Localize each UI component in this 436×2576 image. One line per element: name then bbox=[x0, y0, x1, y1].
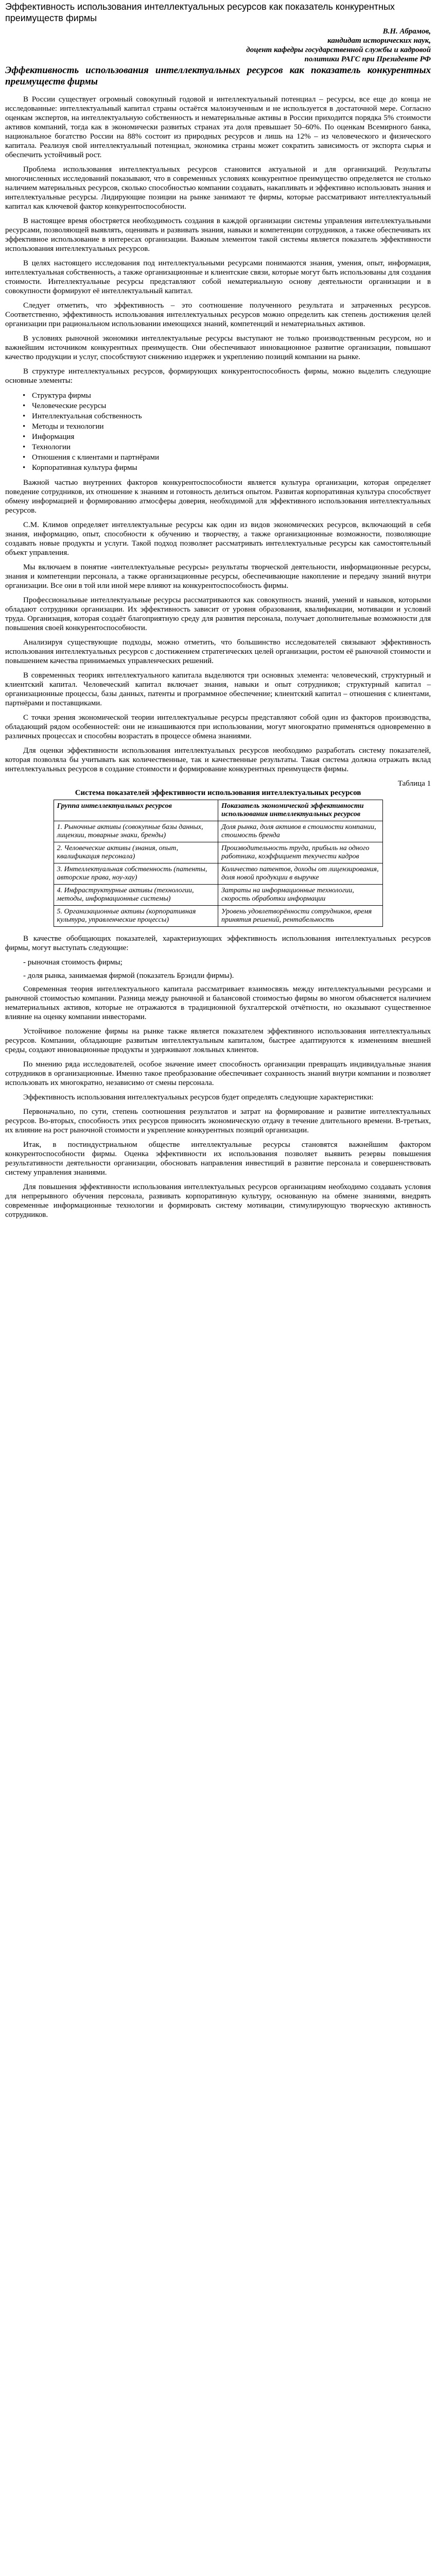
paragraph: Важной частью внутренних факторов конкурентоспособности является культура организации, которая определяет поведение сотрудников, их отношение к знаниям и готовность делиться опытом. Развитая корпоративная культура способствует обмену информацией и формированию атмосферы доверия, необходимой для эффективного использования интеллектуальных ресурсов. bbox=[5, 479, 431, 515]
paragraph: Следует отметить, что эффективность – это соотношение полученного результата и затраченных ресурсов. Соответственно, эффективность использования интеллектуальных ресурсов можно определить как степень достижения целей организации при рациональном использовании имеющихся знаний, компетенций и нематериальных активов. bbox=[5, 301, 431, 328]
author-position: доцент кафедры государственной службы и кадровой bbox=[246, 46, 431, 54]
section-intro bbox=[5, 95, 431, 385]
table-cell: Затраты на информационные технологии, скорость обработки информации bbox=[218, 885, 383, 906]
list-item: • Человеческие ресурсы bbox=[21, 401, 431, 411]
paragraph: В России существует огромный совокупный годовой и интеллектуальный потенциал – ресурсы, все еще до конца не исследованные: интеллектуальный капитал страны остаётся малоизученным и не используется в достаточной мере. Согласно оценкам экспертов, на интеллектуальную собственность и нематериальные активы в России приходится порядка 5% стоимости активов компаний, тогда как в экономически развитых странах эта доля превышает 50–60%. По оценкам Всемирного банка, национальное богатство России на 88% состоит из природных ресурсов и лишь на 12% – из человеческого и физического капитала. Реализуя свой интеллектуальный потенциал, экономика страны может сократить зависимость от экспорта сырья и обеспечить устойчивый рост. bbox=[5, 95, 431, 159]
table-row bbox=[54, 906, 382, 927]
paragraph: Устойчивое положение фирмы на рынке также является показателем эффективного использования интеллектуальных ресурсов. Компании, обладающие развитым интеллектуальным капиталом, быстрее адаптируются к изменениям внешней среды, создают инновационные продукты и удерживают лояльных клиентов. bbox=[5, 1027, 431, 1054]
table-cell: 5. Организационные активы (корпоративная культура, управленческие процессы) bbox=[54, 906, 218, 927]
paragraph: В качестве обобщающих показателей, характеризующих эффективность использования интеллектуальных ресурсов фирмы, могут выступать следующие: bbox=[5, 935, 431, 952]
sub-item: - рыночная стоимость фирмы; bbox=[23, 958, 123, 967]
paragraph: Для оценки эффективности использования интеллектуальных ресурсов необходимо разработать систему показателей, которая позволяла бы учитывать как количественные, так и качественные результаты. Такая система должна отражать вклад интеллектуальных ресурсов в создание стоимости и формирование конкурентных преимуществ фирмы. bbox=[5, 747, 431, 773]
list-item: • Технологии bbox=[21, 442, 431, 452]
paragraph: С.М. Климов определяет интеллектуальные ресурсы как один из видов экономических ресурсов, включающий в себя знания, информацию, опыт, способности к обучению и творчеству, а также организационные возможности, позволяющие создавать новые продукты и услуги. Такой подход позволяет рассматривать интеллектуальные ресурсы как самостоятельный объект управления. bbox=[5, 521, 431, 557]
table-cell: Доля рынка, доля активов в стоимости компании, стоимость бренда bbox=[218, 821, 383, 842]
paragraph: Первоначально, по сути, степень соотношения результатов и затрат на формирование и развитие интеллектуальных ресурсов. Во-вторых, способность этих ресурсов приносить экономическую отдачу в течение длительного времени. В-третьих, их влияние на рост рыночной стоимости и укрепление конкурентных позиций организации. bbox=[5, 1108, 431, 1134]
paragraph: По мнению ряда исследователей, особое значение имеет способность организации превращать индивидуальные знания сотрудников в организационные. Именно такое преобразование обеспечивает сохранность знаний внутри компании и позволяет использовать их многократно, независимо от смены персонала. bbox=[5, 1060, 431, 1087]
table-row bbox=[54, 863, 382, 885]
table-number: Таблица 1 bbox=[397, 779, 431, 788]
paragraph: В настоящее время обостряется необходимость создания в каждой организации системы управления интеллектуальными ресурсами, позволяющей выявлять, оценивать и развивать знания, навыки и компетенции сотрудников, а также обеспечивать их эффективное использование в интересах организации. Важным элементом такой системы является показатель эффективности использования интеллектуальных ресурсов. bbox=[5, 217, 431, 253]
table-cell: 4. Инфраструктурные активы (технологии, методы, информационные системы) bbox=[54, 885, 218, 906]
author-degree: кандидат исторических наук, bbox=[327, 37, 431, 45]
paragraph: В структуре интеллектуальных ресурсов, формирующих конкурентоспособность фирмы, можно выделить следующие основные элементы: bbox=[5, 367, 431, 385]
author-block bbox=[5, 27, 431, 64]
paragraph: В целях настоящего исследования под интеллектуальными ресурсами понимаются знания, умения, опыт, информация, интеллектуальная собственность, а также организационные и клиентские связи, которые могут быть использованы для создания стоимости. Интеллектуальные ресурсы представляют собой нематериальную основу деятельности организации и в совокупности формируют её интеллектуальный капитал. bbox=[5, 259, 431, 295]
document-page bbox=[0, 1, 436, 1231]
page-heading: Эффективность использования интеллектуальных ресурсов как показатель конкурентных преимуществ фирмы bbox=[5, 2, 395, 23]
table-row bbox=[54, 885, 382, 906]
sub-item: - доля рынка, занимаемая фирмой (показатель Брэндли фирмы). bbox=[23, 972, 234, 980]
indicators-table bbox=[54, 800, 383, 927]
paragraph: Эффективность использования интеллектуальных ресурсов будет определять следующие характеристики: bbox=[23, 1093, 374, 1101]
section-conclusion bbox=[5, 985, 431, 1219]
list-item: • Структура фирмы bbox=[21, 391, 431, 401]
table-header-row bbox=[54, 800, 382, 821]
author-organization: политики РАГС при Президенте РФ bbox=[304, 55, 431, 63]
paragraph: Для повышения эффективности использования интеллектуальных ресурсов организациям необходимо создавать условия для непрерывного обучения персонала, развивать корпоративную культуру, основанную на обмене знаниями, внедрять современные информационные технологии и формировать систему мотивации, стимулирующую творческую активность сотрудников. bbox=[5, 1183, 431, 1219]
paragraph: Профессиональные интеллектуальные ресурсы рассматриваются как совокупность знаний, умений и навыков, которыми обладают сотрудники организации. Их эффективность зависит от уровня образования, квалификации, мотивации и условий труда. Организация, которая создаёт благоприятную среду для развития персонала, получает дополнительные возможности для повышения своей конкурентоспособности. bbox=[5, 596, 431, 632]
paragraph: Современная теория интеллектуального капитала рассматривает взаимосвязь между интеллектуальными ресурсами и рыночной стоимостью компании. Разница между рыночной и балансовой стоимостью фирмы во многом объясняется наличием нематериальных активов, которые не отражаются в традиционной бухгалтерской отчётности, но оказывают существенное влияние на оценку компании инвесторами. bbox=[5, 985, 431, 1021]
paragraph: Итак, в постиндустриальном обществе интеллектуальные ресурсы становятся важнейшим фактором конкурентоспособности фирмы. Оценка эффективности их использования позволяет выявить резервы повышения результативности деятельности организации, обосновать направления инвестиций в развитие персонала и совершенствовать систему управления знаниями. bbox=[5, 1141, 431, 1177]
list-item: • Информация bbox=[21, 432, 431, 442]
table-row bbox=[54, 821, 382, 842]
table-header-cell: Группа интеллектуальных ресурсов bbox=[54, 800, 218, 821]
section-body bbox=[5, 478, 431, 774]
paragraph: Мы включаем в понятие «интеллектуальные ресурсы» результаты творческой деятельности, информационные ресурсы, знания и компетенции персонала, а также организационные ресурсы, обеспечивающие накопление и передачу знаний внутри организации. Все они в той или иной мере влияют на конкурентоспособность фирмы. bbox=[5, 563, 431, 590]
paragraph: В условиях рыночной экономики интеллектуальные ресурсы выступают не только производственным ресурсом, но и важнейшим источником конкурентных преимуществ. Они обеспечивают инновационное развитие организации, повышают качество продукции и услуг, способствуют снижению издержек и укреплению позиций компании на рынке. bbox=[5, 334, 431, 361]
document-title: Эффективность использования интеллектуальных ресурсов как показатель конкурентных преимуществ фирмы bbox=[5, 65, 431, 87]
table-row bbox=[54, 842, 382, 863]
list-item: • Методы и технологии bbox=[21, 421, 431, 432]
paragraph: Проблема использования интеллектуальных ресурсов становится актуальной и для организаций. Результаты многочисленных исследований показывают, что в современных условиях конкурентное преимущество определяется не столько наличием материальных ресурсов, сколько способностью компании создавать, накапливать и эффективно использовать знания и интеллектуальные ресурсы. Лидирующие позиции на рынке занимают те фирмы, которые рассматривают интеллектуальный капитал как ключевой фактор конкурентоспособности. bbox=[5, 165, 431, 211]
table-cell: 1. Рыночные активы (совокупные базы данных, лицензии, товарные знаки, бренды) bbox=[54, 821, 218, 842]
paragraph: В современных теориях интеллектуального капитала выделяются три основных элемента: человеческий, структурный и клиентский капитал. Человеческий капитал включает знания, навыки и опыт сотрудников; структурный капитал – организационные процессы, базы данных, патенты и программное обеспечение; клиентский капитал – отношения с клиентами, партнёрами и поставщиками. bbox=[5, 671, 431, 707]
table-cell: 2. Человеческие активы (знания, опыт, квалификация персонала) bbox=[54, 842, 218, 863]
paragraph: С точки зрения экономической теории интеллектуальные ресурсы представляют собой один из факторов производства, обладающий рядом особенностей: они не изнашиваются при использовании, могут многократно применяться одновременно в различных процессах и способны возрастать в процессе обмена знаниями. bbox=[5, 714, 431, 740]
author-name: В.Н. Абрамов, bbox=[382, 27, 431, 36]
table-cell: Количество патентов, доходы от лицензирования, доля новой продукции в выручке bbox=[218, 863, 383, 885]
paragraph: Анализируя существующие подходы, можно отметить, что большинство исследователей связывают эффективность использования интеллектуальных ресурсов с достижением стратегических целей организации, ростом её рыночной стоимости и повышением качества принимаемых управленческих решений. bbox=[5, 638, 431, 665]
list-item: • Интеллектуальная собственность bbox=[21, 411, 431, 421]
table-header-cell: Показатель экономической эффективности использования интеллектуальных ресурсов bbox=[218, 800, 383, 821]
table-cell: Производительность труда, прибыль на одного работника, коэффициент текучести кадров bbox=[218, 842, 383, 863]
table-cell: 3. Интеллектуальная собственность (патенты, авторские права, ноу-хау) bbox=[54, 863, 218, 885]
table-title: Система показателей эффективности использования интеллектуальных ресурсов bbox=[75, 789, 361, 797]
list-item: • Отношения с клиентами и партнёрами bbox=[21, 452, 431, 463]
list-item: • Корпоративная культура фирмы bbox=[21, 463, 431, 473]
table-cell: Уровень удовлетворённости сотрудников, время принятия решений, рентабельность bbox=[218, 906, 383, 927]
resources-list bbox=[21, 391, 431, 473]
